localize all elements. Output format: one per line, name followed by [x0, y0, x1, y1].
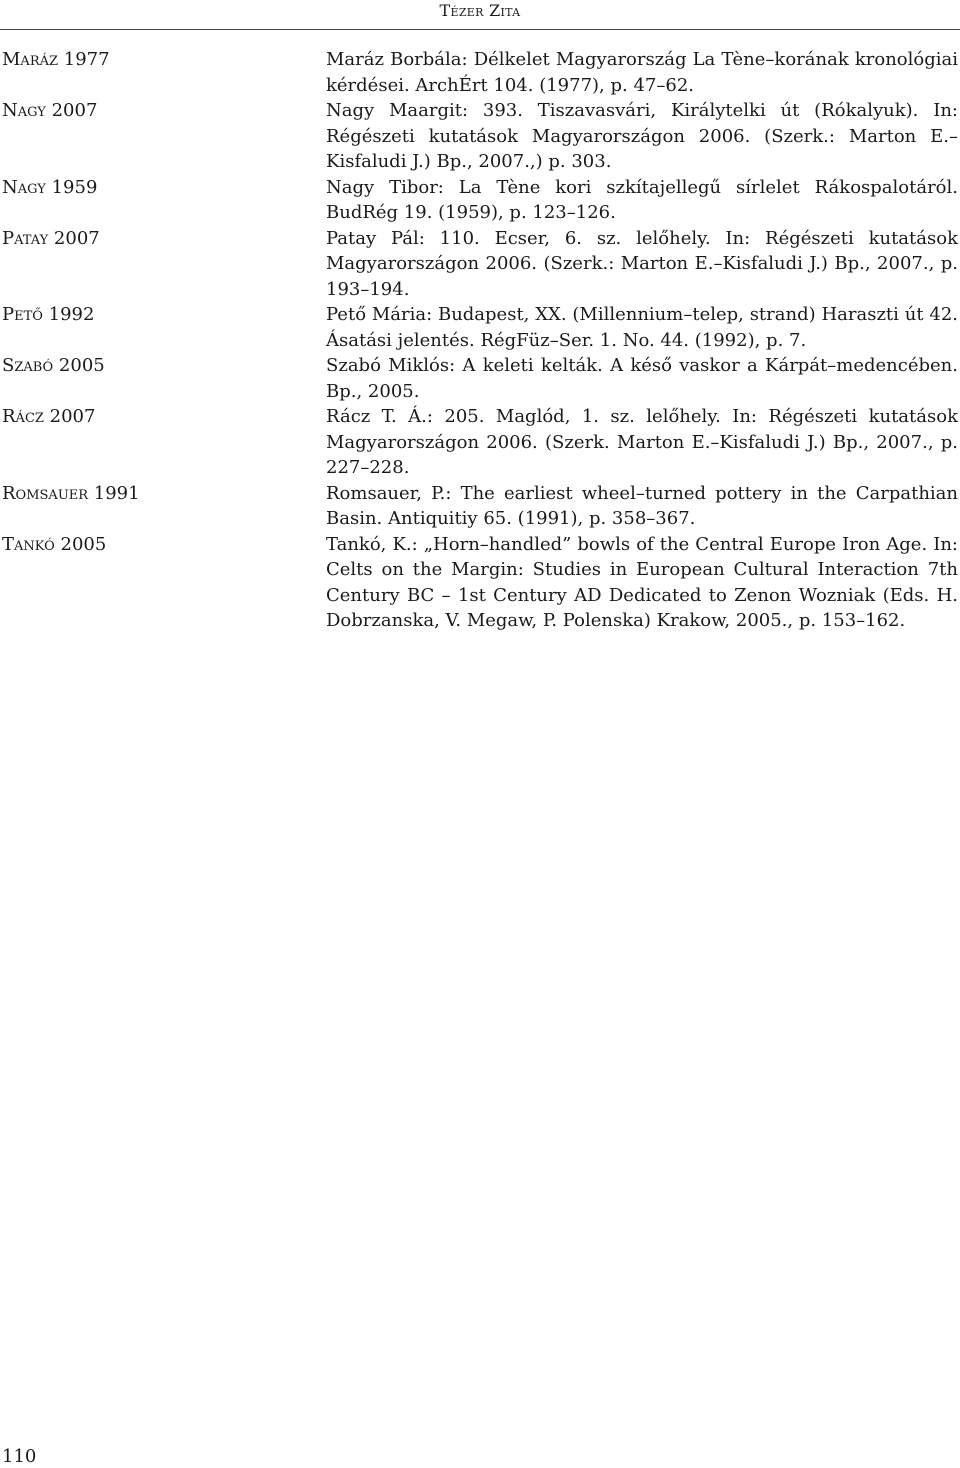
header-title: Tézer Zita	[439, 1, 521, 20]
reference-text: Szabó Miklós: A keleti kelták. A késő vaskor a Kárpát–medencében. Bp., 2005.	[326, 355, 958, 402]
reference-key: Nagy 2007	[2, 100, 98, 121]
reference-text: Nagy Maargit: 393. Tiszavasvári, Királytelki út (Rókalyuk). In: Régészeti kutatások Magyarországon 2006. (Szerk.: Marton E.–Kisfaludi J.) Bp., 2007.,) p. 303.	[326, 100, 958, 172]
reference-text: Maráz Borbála: Délkelet Magyarország La Tène–korának kronológiai kérdései. ArchÉrt 104. (1977), p. 47–62.	[326, 49, 958, 96]
reference-key: Patay 2007	[2, 227, 100, 249]
reference-key: Romsauer 1991	[2, 482, 140, 504]
reference-text: Rácz T. Á.: 205. Maglód, 1. sz. lelőhely. In: Régészeti kutatások Magyarországon 2006. (Szerk. Marton E.–Kisfaludi J.) Bp., 2007., p. 227–228.	[326, 406, 958, 478]
reference-key: Maráz 1977	[2, 49, 110, 70]
reference-entry	[2, 404, 958, 481]
reference-key: Nagy 1959	[2, 176, 98, 198]
reference-entry	[2, 226, 958, 303]
reference-key: Pető 1992	[2, 304, 95, 325]
reference-entry	[2, 353, 958, 404]
reference-entry	[2, 175, 958, 226]
bibliography-list	[2, 47, 958, 634]
page-number: 110	[2, 1446, 37, 1467]
reference-key: Tankó 2005	[2, 533, 107, 555]
reference-entry	[2, 47, 958, 98]
reference-entry	[2, 481, 958, 532]
reference-entry	[2, 98, 958, 175]
running-header	[0, 0, 960, 30]
reference-text: Tankó, K.: „Horn–handled” bowls of the Central Europe Iron Age. In: Celts on the Margin: Studies in European Cultural Interaction 7th Century BC – 1st Century AD Dedicated to Zenon Wozniak (Eds. H. Dobrzanska, V. Megaw, P. Polenska) Krakow, 2005., p. 153–162.	[326, 533, 958, 631]
reference-text: Nagy Tibor: La Tène kori szkítajellegű sírlelet Rákospalotáról. BudRég 19. (1959), p. 123–126.	[326, 176, 958, 223]
reference-entry	[2, 302, 958, 353]
reference-key: Szabó 2005	[2, 355, 105, 376]
reference-text: Pető Mária: Budapest, XX. (Millennium–telep, strand) Haraszti út 42. Ásatási jelentés. RégFüz–Ser. 1. No. 44. (1992), p. 7.	[326, 304, 958, 351]
reference-key: Rácz 2007	[2, 406, 96, 427]
reference-text: Patay Pál: 110. Ecser, 6. sz. lelőhely. In: Régészeti kutatások Magyarországon 2006. (Szerk.: Marton E.–Kisfaludi J.) Bp., 2007., p. 193–194.	[326, 227, 958, 300]
reference-entry	[2, 532, 958, 634]
reference-text: Romsauer, P.: The earliest wheel–turned pottery in the Carpathian Basin. Antiquitiy 65. (1991), p. 358–367.	[326, 482, 958, 529]
